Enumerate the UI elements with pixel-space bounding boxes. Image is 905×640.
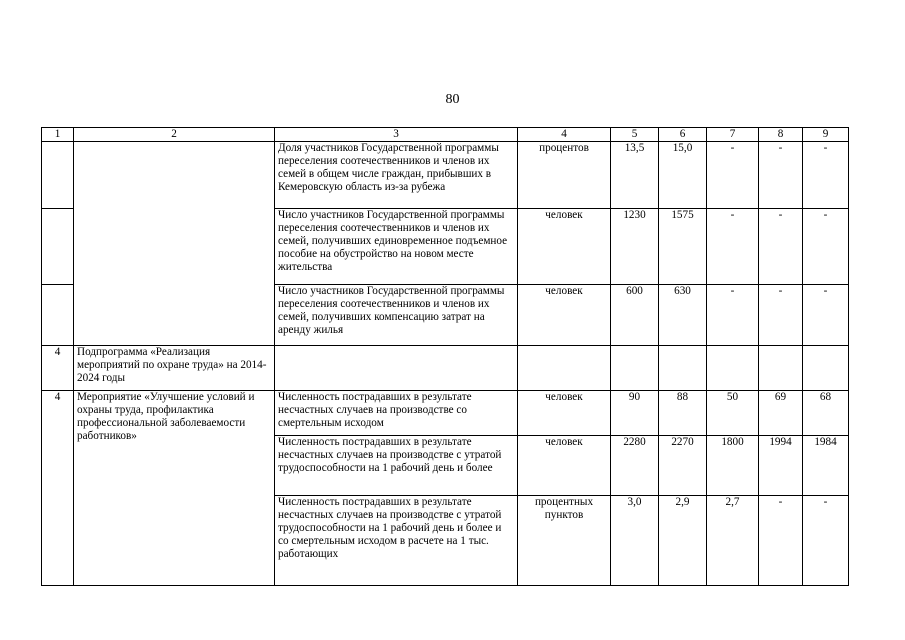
- table-row: [42, 346, 849, 391]
- value-cell: -: [707, 285, 759, 346]
- program-cell: Мероприятие «Улучшение условий и охраны труда, профилактика профессиональной заболеваемости работников»: [74, 391, 275, 586]
- value-cell: [707, 346, 759, 391]
- indicator-cell: Число участников Государственной программы переселения соотечественников и членов их семей, получивших единовременное подъемное пособие на обустройство на новом месте жительства: [275, 209, 518, 285]
- value-cell: 13,5: [611, 142, 659, 209]
- value-cell: -: [803, 142, 849, 209]
- unit-cell: [518, 346, 611, 391]
- value-cell: [803, 346, 849, 391]
- header-cell: 9: [803, 128, 849, 142]
- indicators-table: [41, 127, 849, 586]
- value-cell: 630: [659, 285, 707, 346]
- value-cell: 600: [611, 285, 659, 346]
- header-cell: 2: [74, 128, 275, 142]
- page-number: 80: [445, 92, 460, 107]
- value-cell: 15,0: [659, 142, 707, 209]
- value-cell: 2270: [659, 436, 707, 496]
- value-cell: -: [803, 496, 849, 586]
- value-cell: 2,9: [659, 496, 707, 586]
- unit-cell: человек: [518, 436, 611, 496]
- header-row: [42, 128, 849, 142]
- header-cell: 3: [275, 128, 518, 142]
- unit-cell: человек: [518, 391, 611, 436]
- program-cell: Подпрограмма «Реализация мероприятий по охране труда» на 2014-2024 годы: [74, 346, 275, 391]
- value-cell: -: [707, 142, 759, 209]
- row-number-cell: 4: [42, 391, 74, 586]
- value-cell: 50: [707, 391, 759, 436]
- header-cell: 7: [707, 128, 759, 142]
- value-cell: 1984: [803, 436, 849, 496]
- indicator-cell: [275, 346, 518, 391]
- value-cell: 90: [611, 391, 659, 436]
- header-cell: 1: [42, 128, 74, 142]
- indicator-cell: Численность пострадавших в результате несчастных случаев на производстве со смертельным исходом: [275, 391, 518, 436]
- value-cell: -: [803, 209, 849, 285]
- value-cell: 3,0: [611, 496, 659, 586]
- unit-cell: человек: [518, 209, 611, 285]
- value-cell: 1994: [759, 436, 803, 496]
- program-cell: [74, 142, 275, 346]
- value-cell: -: [803, 285, 849, 346]
- indicator-cell: Численность пострадавших в результате несчастных случаев на производстве с утратой трудоспособности на 1 рабочий день и более: [275, 436, 518, 496]
- unit-cell: человек: [518, 285, 611, 346]
- value-cell: -: [759, 209, 803, 285]
- header-cell: 6: [659, 128, 707, 142]
- row-number-cell: [42, 209, 74, 285]
- indicator-cell: Число участников Государственной программы переселения соотечественников и членов их семей, получивших компенсацию затрат на аренду жилья: [275, 285, 518, 346]
- indicator-cell: Доля участников Государственной программы переселения соотечественников и членов их семей в общем числе граждан, прибывших в Кемеровскую область из-за рубежа: [275, 142, 518, 209]
- value-cell: 68: [803, 391, 849, 436]
- value-cell: [611, 346, 659, 391]
- value-cell: -: [707, 209, 759, 285]
- header-cell: 4: [518, 128, 611, 142]
- value-cell: -: [759, 496, 803, 586]
- value-cell: -: [759, 142, 803, 209]
- value-cell: 2,7: [707, 496, 759, 586]
- row-number-cell: [42, 285, 74, 346]
- value-cell: [659, 346, 707, 391]
- value-cell: 2280: [611, 436, 659, 496]
- value-cell: 1575: [659, 209, 707, 285]
- value-cell: 88: [659, 391, 707, 436]
- unit-cell: процентных пунктов: [518, 496, 611, 586]
- table-row: [42, 391, 849, 436]
- row-number-cell: 4: [42, 346, 74, 391]
- indicator-cell: Численность пострадавших в результате несчастных случаев на производстве с утратой трудоспособности на 1 рабочий день и более и со смертельным исходом в расчете на 1 тыс. работающих: [275, 496, 518, 586]
- value-cell: 1230: [611, 209, 659, 285]
- value-cell: [759, 346, 803, 391]
- row-number-cell: [42, 142, 74, 209]
- value-cell: 1800: [707, 436, 759, 496]
- unit-cell: процентов: [518, 142, 611, 209]
- header-cell: 8: [759, 128, 803, 142]
- value-cell: 69: [759, 391, 803, 436]
- table-row: [42, 142, 849, 209]
- value-cell: -: [759, 285, 803, 346]
- header-cell: 5: [611, 128, 659, 142]
